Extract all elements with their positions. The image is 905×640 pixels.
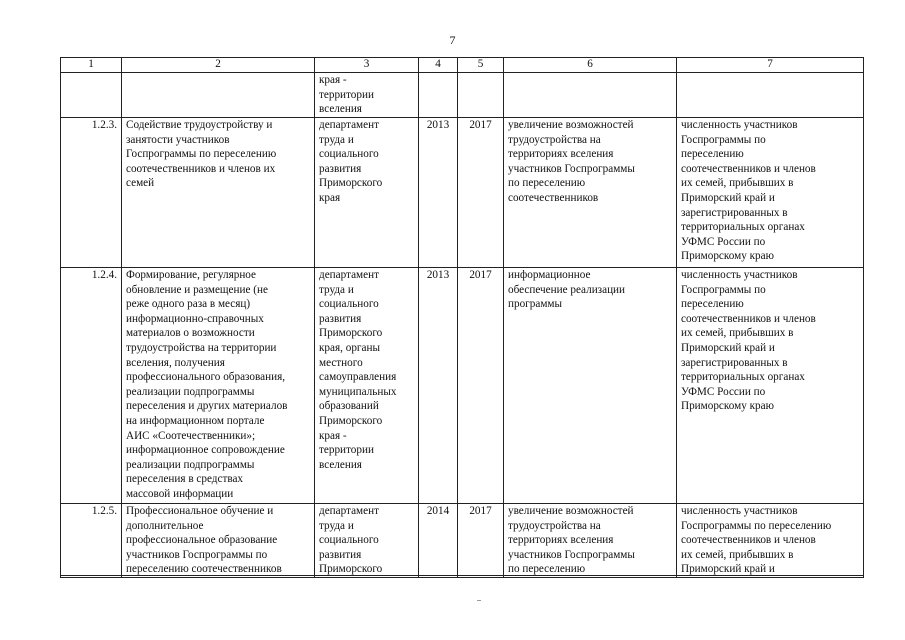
executor-cell: департамент труда и социального развития Приморского bbox=[315, 504, 419, 578]
page-number: 7 bbox=[449, 33, 456, 47]
measures-table bbox=[60, 57, 864, 578]
measure-cell: Содействие трудоустройству и занятости участников Госпрограммы по переселению соотечественников и членов их семей bbox=[122, 118, 315, 268]
indicator-cell: численность участников Госпрограммы по переселению соотечественников и членов их семей, прибывших в Приморский край и зарегистрированных в территориальных органах УФМС России по Приморскому краю bbox=[677, 118, 864, 268]
executor-cell: департамент труда и социального развития Приморского края bbox=[315, 118, 419, 268]
measure-cell: Формирование, регулярное обновление и размещение (не реже одного раза в месяц) информационно-справочных материалов о возможности трудоустройства на территории вселения, получения профессионального образования, реализации подпрограммы переселения и других материалов на информационном портале АИС «Соотечественники»; информационное сопровождение реализации подпрограммы переселения в средствах массовой информации bbox=[122, 268, 315, 504]
item-number: 1.2.4. bbox=[61, 268, 122, 504]
table-row bbox=[61, 504, 864, 578]
column-header: 3 bbox=[315, 58, 419, 73]
result-cell bbox=[504, 73, 677, 118]
result-cell: увеличение возможностей трудоустройства на территориях вселения участников Госпрограммы по переселению bbox=[504, 504, 677, 578]
result-cell: увеличение возможностей трудоустройства на территориях вселения участников Госпрограммы по переселению соотечественников bbox=[504, 118, 677, 268]
item-number bbox=[61, 73, 122, 118]
executor-cell: края - территории вселения bbox=[315, 73, 419, 118]
end-year-cell: 2017 bbox=[458, 118, 504, 268]
column-header: 4 bbox=[419, 58, 458, 73]
start-year-cell: 2014 bbox=[419, 504, 458, 578]
table-row bbox=[61, 73, 864, 118]
item-number: 1.2.3. bbox=[61, 118, 122, 268]
end-year-cell: 2017 bbox=[458, 268, 504, 504]
indicator-cell: численность участников Госпрограммы по переселению соотечественников и членов их семей, прибывших в Приморский край и bbox=[677, 504, 864, 578]
column-header: 2 bbox=[122, 58, 315, 73]
table-row bbox=[61, 268, 864, 504]
table-bottom-rule bbox=[60, 575, 863, 576]
measure-cell: Профессиональное обучение и дополнительное профессиональное образование участников Госпрограммы по переселению соотечественников bbox=[122, 504, 315, 578]
end-year-cell bbox=[458, 73, 504, 118]
column-header: 5 bbox=[458, 58, 504, 73]
item-number: 1.2.5. bbox=[61, 504, 122, 578]
column-header: 6 bbox=[504, 58, 677, 73]
table-row bbox=[61, 118, 864, 268]
column-header: 7 bbox=[677, 58, 864, 73]
end-year-cell: 2017 bbox=[458, 504, 504, 578]
column-header: 1 bbox=[61, 58, 122, 73]
result-cell: информационное обеспечение реализации программы bbox=[504, 268, 677, 504]
scan-artifact bbox=[477, 600, 481, 601]
start-year-cell: 2013 bbox=[419, 118, 458, 268]
executor-cell: департамент труда и социального развития Приморского края, органы местного самоуправления муниципальных образований Приморского края - территории вселения bbox=[315, 268, 419, 504]
start-year-cell bbox=[419, 73, 458, 118]
measure-cell bbox=[122, 73, 315, 118]
indicator-cell bbox=[677, 73, 864, 118]
indicator-cell: численность участников Госпрограммы по переселению соотечественников и членов их семей, прибывших в Приморский край и зарегистрированных в территориальных органах УФМС России по Приморскому краю bbox=[677, 268, 864, 504]
header-row bbox=[61, 58, 864, 73]
start-year-cell: 2013 bbox=[419, 268, 458, 504]
